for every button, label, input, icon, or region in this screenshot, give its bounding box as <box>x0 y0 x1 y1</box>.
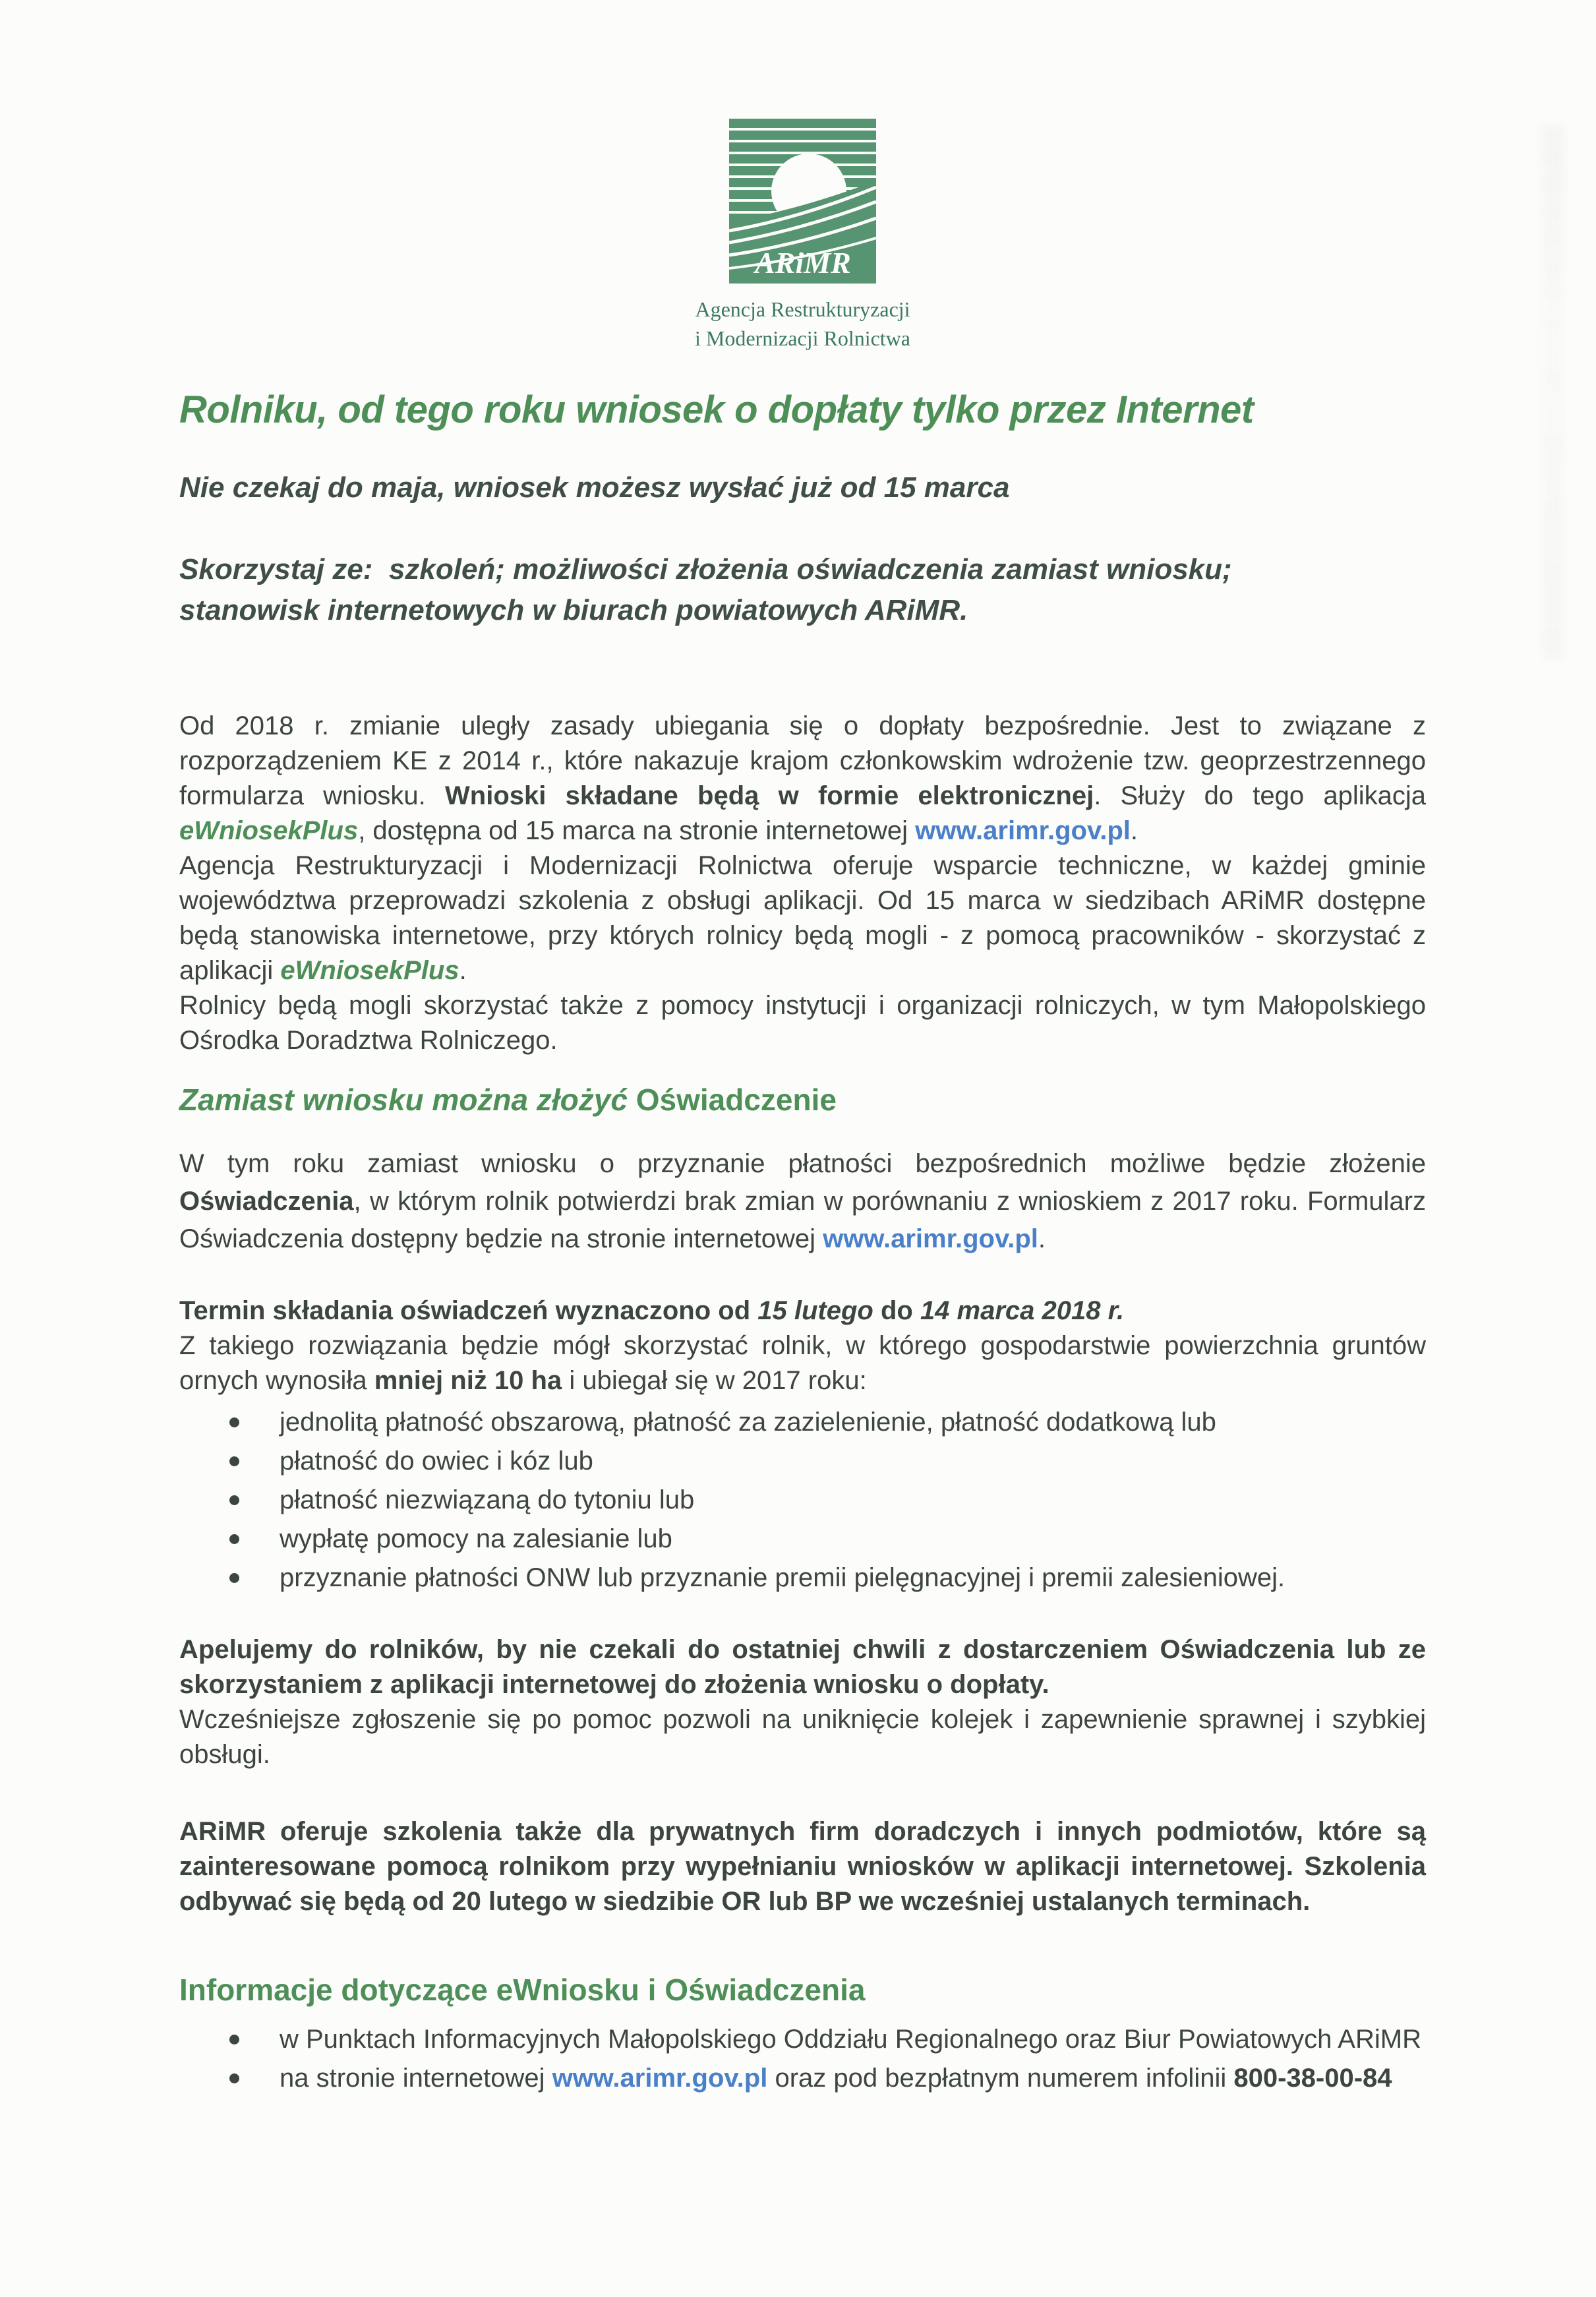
text-segment: ARiMR oferuje szkolenia także dla prywatnych firm doradczych i innych podmiotów, które są zainteresowane pomocą rolnikom przy wypełnianiu wniosków w aplikacji internetowej. Szkolenia odbywać się będą od 20 lutego w siedzibie OR lub BP we wcześniej ustalanych terminach. <box>179 1817 1426 1916</box>
paragraph-intro-2 <box>179 849 1426 988</box>
text-segment: Apelujemy do rolników, by nie czekali do ostatniej chwili z dostarczeniem Oświadczenia lub ze skorzystaniem z aplikacji internetowej do złożenia wniosku o dopłaty. <box>179 1635 1426 1699</box>
text-segment: Termin składania oświadczeń wyznaczono od <box>179 1296 758 1325</box>
letterhead <box>179 119 1426 353</box>
paragraph-termin <box>179 1294 1426 1328</box>
paragraph-apel <box>179 1632 1426 1772</box>
list-item <box>280 2022 1426 2057</box>
arimr-logo <box>729 119 876 287</box>
text-segment: Zamiast wniosku można złożyć <box>179 1083 636 1117</box>
text-segment: Wnioski składane będą w formie elektronicznej <box>445 781 1094 810</box>
text-segment: i ubiegał się w 2017 roku: <box>562 1366 867 1395</box>
subtitle-benefits <box>179 549 1426 631</box>
text-segment: . <box>459 956 467 985</box>
document-body <box>179 709 1426 2096</box>
text-segment: W tym roku zamiast wniosku o przyznanie płatności bezpośrednich możliwe będzie złożenie <box>179 1149 1426 1178</box>
subtitle-benefits-line1: Skorzystaj ze: szkoleń; możliwości złożenia oświadczenia zamiast wniosku; <box>179 553 1232 585</box>
list-item <box>280 1483 1426 1518</box>
text-segment: oraz pod bezpłatnym numerem infolinii <box>767 2064 1234 2093</box>
section-heading-informacje: Informacje dotyczące eWniosku i Oświadczenia <box>179 1973 866 2007</box>
scan-ghosting-artifact <box>1542 125 1564 659</box>
list-item <box>280 1561 1426 1596</box>
text-segment: przyznanie płatności ONW lub przyznanie premii pielęgnacyjnej i premii zalesieniowej. <box>280 1563 1286 1592</box>
paragraph-intro-3 <box>179 988 1426 1058</box>
subtitle-benefits-line2: stanowisk internetowych w biurach powiatowych ARiMR. <box>179 594 968 626</box>
payments-bullet-list <box>179 1405 1426 1596</box>
list-item <box>280 1444 1426 1479</box>
text-segment: płatność niezwiązaną do tytoniu lub <box>280 1485 695 1514</box>
text-segment: Wcześniejsze zgłoszenie się po pomoc pozwoli na uniknięcie kolejek i zapewnienie sprawnej i szybkiej obsługi. <box>179 1705 1426 1769</box>
text-segment: , dostępna od 15 marca na stronie internetowej <box>358 816 916 845</box>
text-segment: Z takiego rozwiązania będzie mógł skorzystać rolnik, w którego gospodarstwie powierzchnia gruntów ornych wynosiła <box>179 1331 1426 1395</box>
text-segment: . <box>1038 1224 1046 1253</box>
text-segment: Rolnicy będą mogli skorzystać także z pomocy instytucji i organizacji rolniczych, w tym Małopolskiego Ośrodka Doradztwa Rolniczego. <box>179 991 1426 1055</box>
text-segment: . <box>1130 816 1138 845</box>
section-heading-oswiadczenie <box>179 1081 1426 1119</box>
logo-text: ARiMR <box>755 246 851 280</box>
text-segment: płatność do owiec i kóz lub <box>280 1447 593 1476</box>
text-segment: 14 marca 2018 r. <box>920 1296 1125 1325</box>
text-segment: w Punktach Informacyjnych Małopolskiego Oddziału Regionalnego oraz Biur Powiatowych ARiMR <box>280 2025 1421 2054</box>
text-segment: Od 2018 r. zmianie uległy zasady ubiegania się o dopłaty bezpośrednie. Jest to związane z rozporządzeniem KE z 2014 r., które nakazuje krajom członkowskim wdrożenie tzw. geoprzestrzennego formularza wniosku. <box>179 711 1426 810</box>
text-segment: , w którym rolnik potwierdzi brak zmian w porównaniu z wnioskiem z 2017 roku. Formularz Oświadczenia dostępny będzie na stronie internetowej <box>179 1187 1426 1253</box>
text-segment: eWniosekPlus <box>179 816 359 845</box>
paragraph-intro-1 <box>179 709 1426 849</box>
text-segment: jednolitą płatność obszarową, płatność za zazielenienie, płatność dodatkową lub <box>280 1408 1216 1437</box>
paragraph-warunki <box>179 1328 1426 1398</box>
arimr-logo-graphic <box>729 119 876 283</box>
text-segment: 800-38-00-84 <box>1233 2064 1392 2093</box>
text-segment: Oświadczenie <box>635 1083 837 1117</box>
organization-name <box>179 295 1426 353</box>
text-segment: mniej niż 10 ha <box>374 1366 562 1395</box>
link-arimr-website[interactable]: www.arimr.gov.pl <box>823 1224 1038 1253</box>
link-arimr-website[interactable]: www.arimr.gov.pl <box>552 2064 768 2093</box>
paragraph-oswiadczenie <box>179 1145 1426 1258</box>
list-item <box>280 1522 1426 1557</box>
page-title: Rolniku, od tego roku wniosek o dopłaty tylko przez Internet <box>179 388 1254 431</box>
text-segment: na stronie internetowej <box>280 2064 552 2093</box>
text-segment: . Służy do tego aplikacja <box>1094 781 1427 810</box>
paragraph-szkolenia <box>179 1814 1426 1919</box>
link-arimr-website[interactable]: www.arimr.gov.pl <box>915 816 1131 845</box>
text-segment: do <box>873 1296 920 1325</box>
organization-name-line2: i Modernizacji Rolnictwa <box>694 326 910 350</box>
text-segment: Oświadczenia <box>179 1187 354 1216</box>
text-segment: 15 lutego <box>757 1296 873 1325</box>
text-segment: eWniosekPlus <box>280 956 459 985</box>
info-bullet-list <box>179 2022 1426 2096</box>
organization-name-line1: Agencja Restrukturyzacji <box>695 297 910 321</box>
list-item <box>280 2061 1426 2096</box>
list-item <box>280 1405 1426 1440</box>
subtitle-deadline: Nie czekaj do maja, wniosek możesz wysłać już od 15 marca <box>179 471 1010 504</box>
text-segment: Agencja Restrukturyzacji i Modernizacji Rolnictwa oferuje wsparcie techniczne, w każdej gminie województwa przeprowadzi szkolenia z obsługi aplikacji. Od 15 marca w siedzibach ARiMR dostępne będą stanowiska internetowe, przy których rolnicy będą mogli - z pomocą pracowników - skorzystać z aplikacji <box>179 851 1426 985</box>
text-segment: wypłatę pomocy na zalesianie lub <box>280 1524 672 1553</box>
